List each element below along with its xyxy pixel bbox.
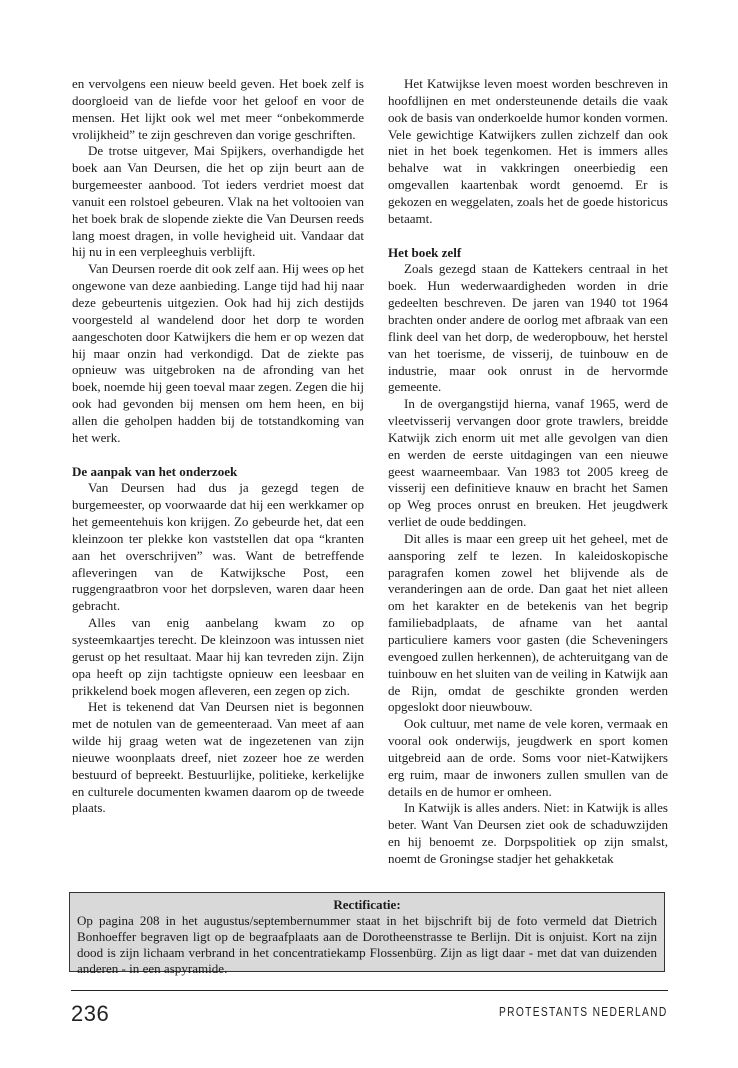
body-paragraph: Het Katwijkse leven moest worden beschreven in hoofdlijnen en met ondersteunende details die vaak ook de basis van onderkoelde humor konden vormen. Vele gewichtige Katwijkers zullen zichzelf dan ook niet in het boek tegenkomen. Het is immers alles behalve wat in vakkringen oneerbiedig een omgevallen kaartenbak wordt genoemd. Er is gekozen en weggelaten, zoals het de goede historicus betaamt.	[388, 76, 668, 226]
body-paragraph: De trotse uitgever, Mai Spijkers, overhandigde het boek aan Van Deursen, die het op zijn beurt aan de burgemeester aanbood. Tot ieders verdriet moest dat vanuit een rolstoel gebeuren. Vlak na het voltooien van het boek brak de slopende ziekte die Van Deursen reeds lang moest dragen, in volle hevigheid uit. Vandaar dat hij nu in een verpleeghuis verblijft.	[72, 143, 364, 260]
body-paragraph: Het is tekenend dat Van Deursen niet is begonnen met de notulen van de gemeenteraad. Van meet af aan wilde hij graag weten wat de ingezetenen van zijn nieuwe woonplaats dreef, niet zozeer hoe ze werden bestuurd of bepreekt. Bestuurlijke, politieke, kerkelijke en culturele documenten kwamen daarom op de tweede plaats.	[72, 699, 364, 816]
body-paragraph: Dit alles is maar een greep uit het geheel, met de aansporing zelf te lezen. In kaleidoskopische paragrafen komen zowel het blijvende als de veranderingen aan de orde. Dan gaat het niet alleen om het karakter en de betekenis van het begrip familiebadplaats, de afname van het aantal particuliere kamers voor gasten (die Scheveningers evengoed zullen herkennen), de achteruitgang van de tuinbouw en het sluiten van de veiling in Katwijk aan de Rijn, omdat de geschikte gronden werden opgeslokt door nieuwbouw.	[388, 530, 668, 715]
body-paragraph: In Katwijk is alles anders. Niet: in Katwijk is alles beter. Want Van Deursen ziet ook de schaduwzijden en hij benoemt ze. Dorpspolitiek op zijn smalst, noemt de Groningse stadjer het gehakketak	[388, 800, 668, 866]
right-column	[388, 76, 668, 868]
rectification-body: Op pagina 208 in het augustus/septembernummer staat in het bijschrift bij de foto vermeld dat Dietrich Bonhoeffer begraven ligt op de begraafplaats aan de Dorotheenstrasse te Berlijn. Dit is onjuist. Kort na zijn dood is zijn lichaam verbrand in het concentratiekamp Flossenbürg. Zijn as ligt daar - met dat van duizenden anderen - in een aspyramide.	[77, 912, 657, 976]
left-column	[72, 76, 364, 817]
body-paragraph: Zoals gezegd staan de Kattekers centraal in het boek. Hun wederwaardigheden worden in drie gedeelten beschreven. De jaren van 1940 tot 1964 brachten onder andere de oorlog met afbraak van een flink deel van het dorp, de wederopbouw, het herstel van het toerisme, de visserij, de tuinbouw en de industrie, maar ook onrust in de hervormde gemeente.	[388, 261, 668, 395]
body-paragraph: Van Deursen had dus ja gezegd tegen de burgemeester, op voorwaarde dat hij een werkkamer op het gemeentehuis kon krijgen. Zo gebeurde het, dat een kleinzoon ter plekke kon vaststellen dat opa “kranten aan het overschrijven” was. Want de betreffende afleveringen van de Katwijksche Post, een ruggengraatbron voor het dorpsleven, waren daar heen gebracht.	[72, 480, 364, 614]
section-heading: De aanpak van het onderzoek	[72, 463, 238, 479]
page-number: 236	[71, 1001, 110, 1026]
rectification-title: Rectificatie:	[333, 897, 401, 912]
footer-divider	[71, 990, 668, 991]
body-paragraph: Van Deursen roerde dit ook zelf aan. Hij wees op het ongewone van deze aanbieding. Lange tijd had hij naar deze gebeurtenis uitgezien. Ook had hij zich destijds voorgesteld al wandelend door het dorp te worden aangeschoten door Katwijkers die hem er op wezen dat hij maar onzin had verkondigd. Dat de ziekte pas opnieuw was uitgebroken na de afronding van het boek, noemde hij geen toeval maar zegen. Zegen die hij ook had gevonden bij mensen om hem heen, en bij allen die geholpen hadden bij de totstandkoming van het werk.	[72, 261, 364, 445]
body-paragraph: Alles van enig aanbelang kwam zo op systeemkaartjes terecht. De kleinzoon was intussen niet gerust op het resultaat. Maar hij kan tevreden zijn. Zijn opa heeft op zijn tachtigste opnieuw een leesbaar en prikkelend boek mogen afleveren, een zegen op zich.	[72, 615, 364, 698]
journal-name: PROTESTANTS NEDERLAND	[499, 1005, 668, 1019]
body-paragraph: Ook cultuur, met name de vele koren, vermaak en vooral ook onderwijs, jeugdwerk en sport komen uitgebreid aan de orde. Soms voor niet-Katwijkers erg ruim, maar de inwoners zullen smullen van de details en de humor er omheen.	[388, 716, 668, 799]
rectification-box	[69, 892, 665, 976]
body-paragraph: en vervolgens een nieuw beeld geven. Het boek zelf is doorgloeid van de liefde voor het geloof en voor de mensen. Het lijkt ook wel met meer “onbekommerde vrolijkheid” te zijn geschreven dan vorige geschriften.	[72, 76, 364, 142]
section-heading: Het boek zelf	[388, 244, 462, 260]
body-paragraph: In de overgangstijd hierna, vanaf 1965, werd de vleetvisserij vervangen door grote trawlers, breidde Katwijk zich enorm uit met alle gevolgen van dien en werden de eerste uitdagingen van een nieuwe geest waarneembaar. Van 1983 tot 2005 kreeg de visserij een definitieve knauw en bracht het Samen op Weg proces onrust en breuken. Het jeugdwerk verliet de oude beddingen.	[388, 396, 668, 530]
